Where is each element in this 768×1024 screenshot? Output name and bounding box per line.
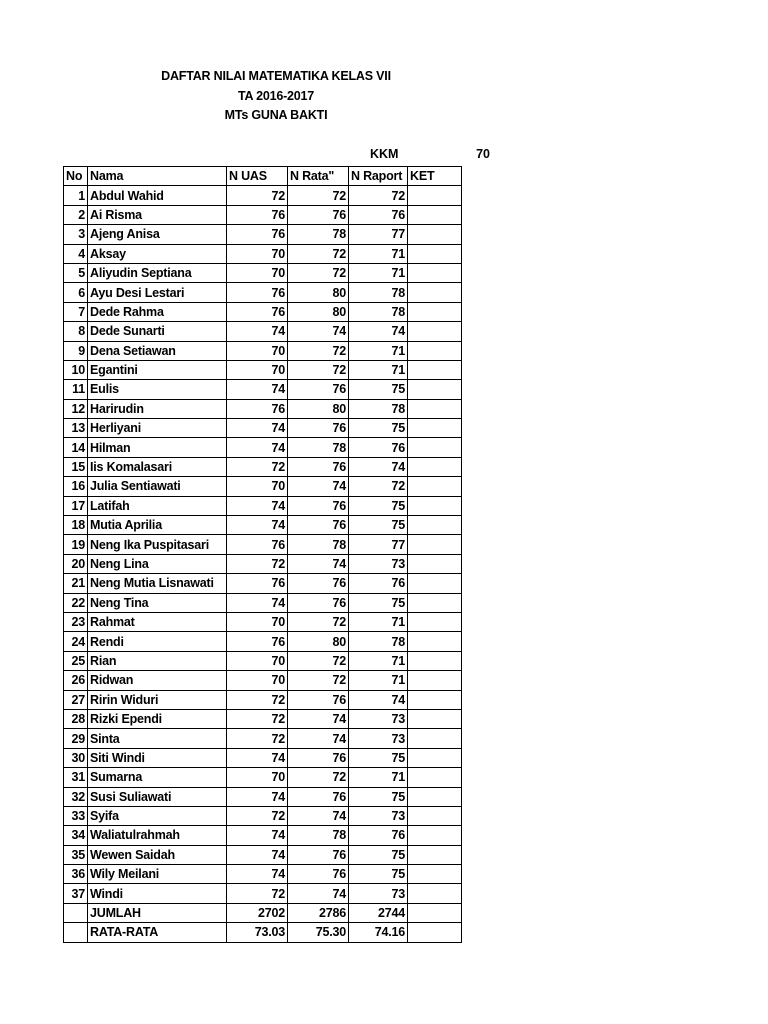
jumlah-row [64, 903, 462, 922]
cell-n-raport: 76 [349, 438, 408, 457]
cell-name: Rizki Ependi [88, 709, 227, 728]
cell-name: Ridwan [88, 671, 227, 690]
cell-n-rata: 76 [288, 748, 349, 767]
cell-n-uas: 76 [227, 535, 288, 554]
cell-n-uas: 74 [227, 496, 288, 515]
summary-n-raport: 74.16 [349, 923, 408, 942]
cell-n-raport: 75 [349, 748, 408, 767]
cell-no: 13 [64, 419, 88, 438]
table-row [64, 574, 462, 593]
table-row [64, 806, 462, 825]
summary-name: RATA-RATA [88, 923, 227, 942]
cell-n-uas: 74 [227, 380, 288, 399]
cell-ket [408, 768, 462, 787]
cell-n-rata: 76 [288, 205, 349, 224]
table-row [64, 516, 462, 535]
cell-n-rata: 76 [288, 419, 349, 438]
cell-name: Hilman [88, 438, 227, 457]
table-row [64, 360, 462, 379]
header-no: No [64, 167, 88, 186]
cell-n-rata: 76 [288, 865, 349, 884]
cell-n-raport: 78 [349, 399, 408, 418]
cell-name: Dena Setiawan [88, 341, 227, 360]
cell-n-rata: 72 [288, 360, 349, 379]
cell-n-raport: 74 [349, 322, 408, 341]
cell-n-rata: 78 [288, 225, 349, 244]
cell-n-raport: 78 [349, 632, 408, 651]
table-row [64, 612, 462, 631]
table-row [64, 554, 462, 573]
cell-n-rata: 74 [288, 477, 349, 496]
cell-no: 23 [64, 612, 88, 631]
cell-n-rata: 74 [288, 709, 349, 728]
table-row [64, 690, 462, 709]
cell-no: 14 [64, 438, 88, 457]
summary-no [64, 903, 88, 922]
cell-no: 22 [64, 593, 88, 612]
table-row [64, 632, 462, 651]
cell-no: 36 [64, 865, 88, 884]
cell-name: Julia Sentiawati [88, 477, 227, 496]
cell-n-raport: 75 [349, 845, 408, 864]
cell-ket [408, 457, 462, 476]
cell-n-rata: 74 [288, 884, 349, 903]
cell-n-rata: 76 [288, 496, 349, 515]
cell-ket [408, 865, 462, 884]
table-row [64, 884, 462, 903]
cell-name: Wewen Saidah [88, 845, 227, 864]
table-row [64, 748, 462, 767]
cell-ket [408, 806, 462, 825]
academic-year: TA 2016-2017 [237, 89, 315, 103]
cell-n-raport: 73 [349, 806, 408, 825]
summary-n-rata: 75.30 [288, 923, 349, 942]
cell-no: 37 [64, 884, 88, 903]
cell-ket [408, 709, 462, 728]
cell-no: 11 [64, 380, 88, 399]
cell-n-uas: 70 [227, 263, 288, 282]
cell-ket [408, 263, 462, 282]
cell-name: Abdul Wahid [88, 186, 227, 205]
cell-ket [408, 690, 462, 709]
cell-n-rata: 76 [288, 787, 349, 806]
cell-no: 33 [64, 806, 88, 825]
cell-no: 5 [64, 263, 88, 282]
cell-name: Sumarna [88, 768, 227, 787]
summary-n-uas: 2702 [227, 903, 288, 922]
cell-no: 8 [64, 322, 88, 341]
cell-ket [408, 302, 462, 321]
cell-n-raport: 74 [349, 457, 408, 476]
summary-ket [408, 903, 462, 922]
cell-n-rata: 74 [288, 554, 349, 573]
cell-name: Rahmat [88, 612, 227, 631]
cell-n-uas: 70 [227, 477, 288, 496]
cell-no: 15 [64, 457, 88, 476]
cell-n-raport: 77 [349, 535, 408, 554]
cell-name: Neng Tina [88, 593, 227, 612]
summary-no [64, 923, 88, 942]
cell-n-raport: 71 [349, 244, 408, 263]
cell-name: Iis Komalasari [88, 457, 227, 476]
cell-n-uas: 74 [227, 748, 288, 767]
cell-n-raport: 71 [349, 263, 408, 282]
table-row [64, 535, 462, 554]
cell-n-uas: 72 [227, 884, 288, 903]
cell-no: 9 [64, 341, 88, 360]
cell-no: 25 [64, 651, 88, 670]
cell-name: Siti Windi [88, 748, 227, 767]
cell-name: Waliatulrahmah [88, 826, 227, 845]
cell-n-raport: 75 [349, 865, 408, 884]
cell-name: Neng Mutia Lisnawati [88, 574, 227, 593]
cell-no: 31 [64, 768, 88, 787]
cell-name: Rendi [88, 632, 227, 651]
cell-no: 6 [64, 283, 88, 302]
cell-ket [408, 671, 462, 690]
cell-name: Syifa [88, 806, 227, 825]
cell-ket [408, 574, 462, 593]
cell-ket [408, 322, 462, 341]
cell-n-rata: 72 [288, 263, 349, 282]
cell-ket [408, 244, 462, 263]
cell-no: 17 [64, 496, 88, 515]
header-row [64, 167, 462, 186]
cell-name: Latifah [88, 496, 227, 515]
cell-n-rata: 72 [288, 244, 349, 263]
cell-name: Neng Lina [88, 554, 227, 573]
cell-n-uas: 70 [227, 360, 288, 379]
cell-no: 26 [64, 671, 88, 690]
cell-no: 7 [64, 302, 88, 321]
cell-n-uas: 72 [227, 554, 288, 573]
cell-n-uas: 76 [227, 225, 288, 244]
header-name: Nama [88, 167, 227, 186]
cell-n-raport: 75 [349, 419, 408, 438]
cell-ket [408, 419, 462, 438]
header-n-rata: N Rata" [288, 167, 349, 186]
cell-ket [408, 632, 462, 651]
cell-n-uas: 76 [227, 632, 288, 651]
cell-ket [408, 380, 462, 399]
cell-name: Ayu Desi Lestari [88, 283, 227, 302]
cell-n-raport: 73 [349, 884, 408, 903]
cell-no: 24 [64, 632, 88, 651]
cell-no: 27 [64, 690, 88, 709]
cell-name: Wily Meilani [88, 865, 227, 884]
table-row [64, 477, 462, 496]
cell-name: Rian [88, 651, 227, 670]
cell-no: 1 [64, 186, 88, 205]
table-row [64, 263, 462, 282]
cell-name: Dede Sunarti [88, 322, 227, 341]
cell-name: Sinta [88, 729, 227, 748]
cell-n-uas: 74 [227, 787, 288, 806]
cell-no: 2 [64, 205, 88, 224]
cell-n-rata: 76 [288, 593, 349, 612]
table-row [64, 709, 462, 728]
table-row [64, 205, 462, 224]
table-row [64, 593, 462, 612]
cell-no: 28 [64, 709, 88, 728]
cell-no: 20 [64, 554, 88, 573]
table-row [64, 729, 462, 748]
cell-n-raport: 78 [349, 302, 408, 321]
summary-n-uas: 73.03 [227, 923, 288, 942]
header-n-raport: N Raport [349, 167, 408, 186]
cell-ket [408, 729, 462, 748]
cell-n-raport: 75 [349, 593, 408, 612]
summary-name: JUMLAH [88, 903, 227, 922]
cell-n-rata: 72 [288, 671, 349, 690]
cell-name: Windi [88, 884, 227, 903]
cell-n-uas: 72 [227, 186, 288, 205]
header-n-uas: N UAS [227, 167, 288, 186]
cell-n-raport: 73 [349, 729, 408, 748]
cell-ket [408, 593, 462, 612]
cell-n-uas: 70 [227, 651, 288, 670]
table-row [64, 438, 462, 457]
cell-n-rata: 74 [288, 729, 349, 748]
cell-ket [408, 205, 462, 224]
cell-ket [408, 225, 462, 244]
cell-n-raport: 71 [349, 612, 408, 631]
cell-n-raport: 73 [349, 709, 408, 728]
cell-n-rata: 80 [288, 283, 349, 302]
cell-n-uas: 72 [227, 690, 288, 709]
kkm-label: KKM [370, 147, 399, 161]
cell-n-rata: 76 [288, 516, 349, 535]
cell-n-raport: 72 [349, 186, 408, 205]
table-row [64, 225, 462, 244]
cell-ket [408, 845, 462, 864]
cell-name: Aliyudin Septiana [88, 263, 227, 282]
cell-no: 10 [64, 360, 88, 379]
cell-n-uas: 76 [227, 283, 288, 302]
summary-n-rata: 2786 [288, 903, 349, 922]
cell-n-uas: 72 [227, 729, 288, 748]
table-row [64, 399, 462, 418]
cell-n-raport: 74 [349, 690, 408, 709]
cell-n-raport: 72 [349, 477, 408, 496]
cell-no: 16 [64, 477, 88, 496]
table-row [64, 244, 462, 263]
cell-ket [408, 535, 462, 554]
cell-n-rata: 72 [288, 612, 349, 631]
cell-no: 21 [64, 574, 88, 593]
cell-n-raport: 77 [349, 225, 408, 244]
cell-name: Herliyani [88, 419, 227, 438]
table-row [64, 457, 462, 476]
cell-n-uas: 76 [227, 399, 288, 418]
cell-no: 4 [64, 244, 88, 263]
cell-n-raport: 71 [349, 671, 408, 690]
cell-no: 12 [64, 399, 88, 418]
cell-n-uas: 74 [227, 322, 288, 341]
table-row [64, 768, 462, 787]
table-row [64, 419, 462, 438]
cell-name: Mutia Aprilia [88, 516, 227, 535]
cell-n-uas: 74 [227, 593, 288, 612]
cell-n-uas: 76 [227, 205, 288, 224]
cell-n-rata: 76 [288, 690, 349, 709]
cell-name: Ririn Widuri [88, 690, 227, 709]
school-name: MTs GUNA BAKTI [224, 108, 328, 122]
cell-n-uas: 70 [227, 671, 288, 690]
cell-n-raport: 75 [349, 516, 408, 535]
cell-n-uas: 74 [227, 845, 288, 864]
cell-n-rata: 72 [288, 651, 349, 670]
table-row [64, 302, 462, 321]
cell-name: Neng Ika Puspitasari [88, 535, 227, 554]
cell-n-uas: 70 [227, 612, 288, 631]
summary-ket [408, 923, 462, 942]
cell-n-rata: 76 [288, 380, 349, 399]
cell-ket [408, 477, 462, 496]
cell-n-uas: 74 [227, 826, 288, 845]
table-row [64, 341, 462, 360]
cell-n-rata: 76 [288, 457, 349, 476]
table-row [64, 322, 462, 341]
cell-n-uas: 74 [227, 865, 288, 884]
cell-n-rata: 72 [288, 186, 349, 205]
cell-n-uas: 72 [227, 709, 288, 728]
cell-n-rata: 78 [288, 826, 349, 845]
grades-table [63, 166, 462, 943]
cell-n-uas: 72 [227, 806, 288, 825]
cell-ket [408, 787, 462, 806]
cell-n-raport: 75 [349, 787, 408, 806]
cell-n-uas: 74 [227, 516, 288, 535]
cell-name: Harirudin [88, 399, 227, 418]
cell-n-rata: 72 [288, 341, 349, 360]
cell-n-raport: 71 [349, 768, 408, 787]
cell-name: Dede Rahma [88, 302, 227, 321]
cell-ket [408, 399, 462, 418]
table-row [64, 651, 462, 670]
cell-ket [408, 651, 462, 670]
cell-n-rata: 74 [288, 322, 349, 341]
cell-name: Egantini [88, 360, 227, 379]
cell-n-rata: 74 [288, 806, 349, 825]
cell-no: 30 [64, 748, 88, 767]
cell-ket [408, 748, 462, 767]
cell-n-rata: 78 [288, 535, 349, 554]
table-row [64, 283, 462, 302]
cell-n-rata: 80 [288, 302, 349, 321]
cell-ket [408, 516, 462, 535]
header-ket: KET [408, 167, 462, 186]
cell-n-rata: 80 [288, 632, 349, 651]
cell-n-raport: 71 [349, 651, 408, 670]
table-row [64, 845, 462, 864]
cell-n-uas: 76 [227, 302, 288, 321]
cell-name: Ajeng Anisa [88, 225, 227, 244]
cell-no: 32 [64, 787, 88, 806]
rata-rata-row [64, 923, 462, 942]
table-row [64, 496, 462, 515]
cell-n-raport: 76 [349, 205, 408, 224]
cell-n-uas: 70 [227, 244, 288, 263]
cell-n-uas: 74 [227, 438, 288, 457]
cell-ket [408, 496, 462, 515]
cell-n-rata: 72 [288, 768, 349, 787]
table-row [64, 671, 462, 690]
cell-name: Ai Risma [88, 205, 227, 224]
cell-n-raport: 78 [349, 283, 408, 302]
cell-ket [408, 360, 462, 379]
cell-n-uas: 70 [227, 341, 288, 360]
cell-n-raport: 76 [349, 826, 408, 845]
kkm-value: 70 [476, 147, 490, 161]
cell-no: 35 [64, 845, 88, 864]
document-title: DAFTAR NILAI MATEMATIKA KELAS VII [161, 69, 391, 83]
cell-ket [408, 884, 462, 903]
cell-n-raport: 71 [349, 341, 408, 360]
table-row [64, 826, 462, 845]
cell-name: Eulis [88, 380, 227, 399]
table-row [64, 787, 462, 806]
cell-n-uas: 70 [227, 768, 288, 787]
cell-n-rata: 76 [288, 845, 349, 864]
grades-table-body [64, 167, 462, 943]
cell-n-raport: 75 [349, 380, 408, 399]
cell-no: 19 [64, 535, 88, 554]
table-row [64, 186, 462, 205]
cell-n-rata: 76 [288, 574, 349, 593]
cell-no: 29 [64, 729, 88, 748]
cell-ket [408, 186, 462, 205]
cell-n-raport: 71 [349, 360, 408, 379]
cell-n-raport: 76 [349, 574, 408, 593]
cell-name: Aksay [88, 244, 227, 263]
table-row [64, 865, 462, 884]
cell-name: Susi Suliawati [88, 787, 227, 806]
cell-n-uas: 74 [227, 419, 288, 438]
cell-no: 3 [64, 225, 88, 244]
cell-n-raport: 75 [349, 496, 408, 515]
cell-ket [408, 438, 462, 457]
cell-n-rata: 78 [288, 438, 349, 457]
cell-no: 18 [64, 516, 88, 535]
cell-no: 34 [64, 826, 88, 845]
cell-ket [408, 341, 462, 360]
cell-ket [408, 612, 462, 631]
cell-ket [408, 283, 462, 302]
cell-n-uas: 76 [227, 574, 288, 593]
cell-n-raport: 73 [349, 554, 408, 573]
table-row [64, 380, 462, 399]
cell-ket [408, 554, 462, 573]
cell-n-uas: 72 [227, 457, 288, 476]
cell-n-rata: 80 [288, 399, 349, 418]
cell-ket [408, 826, 462, 845]
summary-n-raport: 2744 [349, 903, 408, 922]
